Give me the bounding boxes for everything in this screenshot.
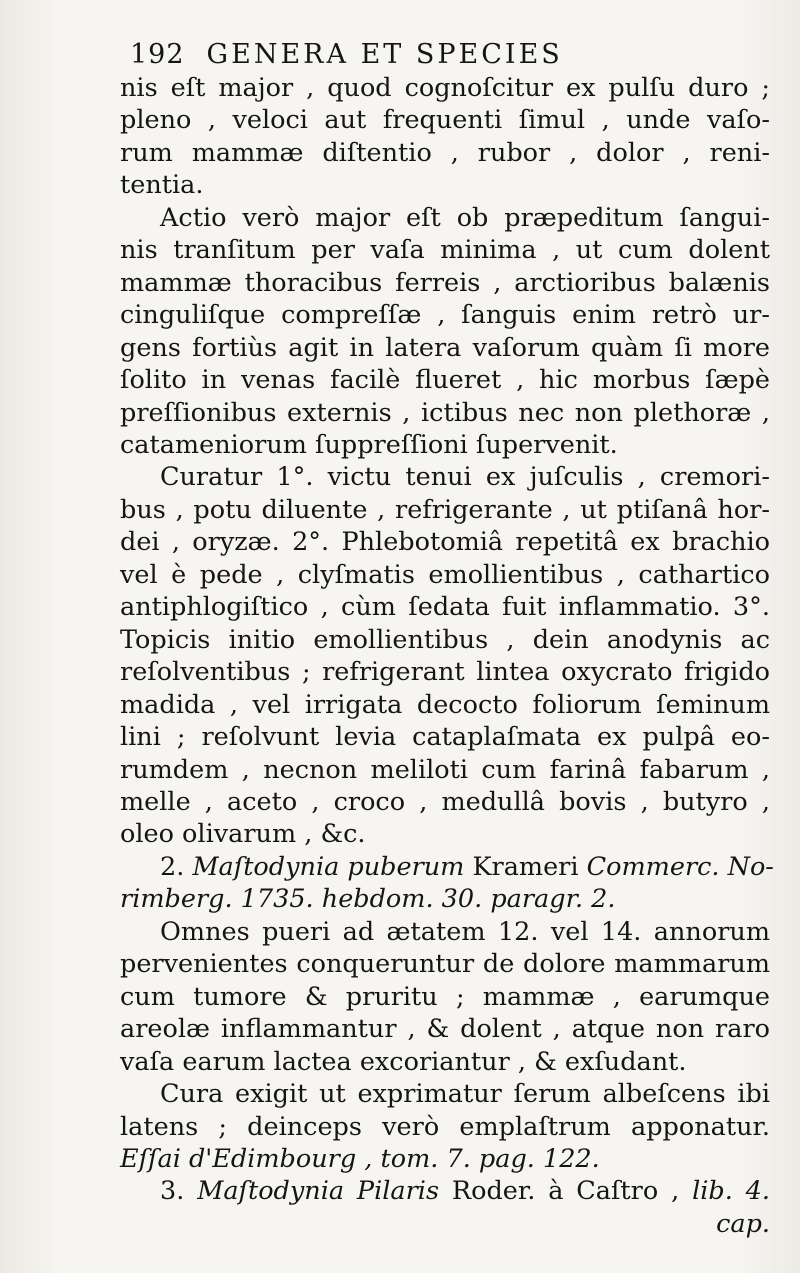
text-segment: preſſionibus externis , ictibus nec non plethoræ , (120, 397, 770, 428)
text-segment: cinguliſque compreſſæ , ſanguis enim retrò ur- (120, 300, 770, 331)
italic-text-segment: lib. 4. (692, 1176, 770, 1207)
text-segment: ſolito in venas facilè flueret , hic morbus ſæpè (120, 365, 770, 396)
text-line (120, 397, 770, 429)
text-segment: lini ; reſolvunt levia cataplaſmata ex pulpâ eo- (120, 722, 770, 753)
text-segment: Curatur 1°. victu tenui ex juſculis , cremori- (160, 462, 770, 493)
text-segment: pervenientes conqueruntur de dolore mammarum (120, 949, 770, 980)
text-line (120, 1143, 770, 1175)
text-segment: Cura exigit ut exprimatur ſerum albeſcens ibi (160, 1079, 770, 1110)
text-segment: dei , oryzæ. 2°. Phlebotomiâ repetitâ ex brachio (120, 527, 770, 558)
text-segment: latens ; deinceps verò emplaſtrum apponatur. (120, 1111, 770, 1142)
text-segment: Roder. à Caſtro , (439, 1176, 693, 1207)
page-number: 192 (130, 39, 185, 70)
text-segment: nis tranſitum per vaſa minima , ut cum dolent (120, 235, 770, 266)
italic-text-segment: cap. (716, 1208, 770, 1239)
text-line (120, 1013, 770, 1045)
text-line (120, 689, 770, 721)
text-segment: pleno , veloci aut frequenti ſimul , unde vaſo- (120, 105, 770, 136)
running-header (130, 38, 563, 72)
text-segment: melle , aceto , croco , medullâ bovis , butyro , (120, 786, 770, 817)
text-segment: oleo olivarum , &c. (120, 819, 366, 850)
text-line (120, 656, 770, 688)
text-line (120, 526, 770, 558)
text-segment: catameniorum ſuppreſſioni ſupervenit. (120, 429, 618, 460)
text-segment: tentia. (120, 170, 204, 201)
text-segment: reſolventibus ; refrigerant lintea oxycrato frigido (120, 657, 770, 688)
text-segment: nis eſt major , quod cognoſcitur ex pulſu duro ; (120, 73, 770, 103)
text-segment: Omnes pueri ad ætatem 12. vel 14. annorum (160, 916, 770, 947)
text-segment: areolæ inflammantur , & dolent , atque non raro (120, 1014, 770, 1045)
text-segment: gens fortiùs agit in latera vaſorum quàm ſi more (120, 332, 770, 363)
text-line (120, 754, 770, 786)
text-segment: Topicis initio emollientibus , dein anodynis ac (120, 624, 770, 655)
running-title: GENERA ET SPECIES (206, 39, 563, 70)
text-segment: rumdem , necnon meliloti cum farinâ fabarum , (120, 754, 770, 785)
text-segment: madida , vel irrigata decocto foliorum ſeminum (120, 689, 770, 720)
text-segment: bus , potu diluente , refrigerante , ut ptiſanâ hor- (120, 494, 770, 525)
text-line (120, 1078, 770, 1110)
text-segment: 2. (160, 851, 193, 882)
text-segment: Actio verò major eſt ob præpeditum ſangui- (160, 202, 770, 233)
text-line (120, 429, 770, 461)
text-line (120, 104, 770, 136)
text-line (120, 786, 770, 818)
text-line (120, 494, 770, 526)
italic-text-segment: Maſtodynia Pilaris (197, 1176, 440, 1207)
body-text (120, 72, 774, 1240)
text-line (120, 624, 770, 656)
text-line (120, 364, 770, 396)
text-line (120, 299, 770, 331)
text-line (120, 169, 770, 201)
text-line (120, 267, 770, 299)
text-line (120, 883, 770, 915)
text-line (120, 1046, 770, 1078)
text-line (120, 137, 770, 169)
text-segment: Krameri (464, 851, 587, 882)
text-segment: cum tumore & pruritu ; mammæ , earumque (120, 981, 770, 1012)
italic-text-segment: Maſtodynia puberum (192, 851, 465, 882)
text-line (120, 948, 770, 980)
text-line (120, 332, 770, 364)
text-segment: mammæ thoracibus ferreis , arctioribus balænis (120, 267, 770, 298)
text-line (120, 1175, 770, 1207)
text-segment: rum mammæ diſtentio , rubor , dolor , reni- (120, 137, 770, 168)
text-line (120, 72, 770, 104)
text-segment: vel è pede , clyſmatis emollientibus , cathartico (120, 559, 770, 590)
text-line (120, 202, 770, 234)
text-line (120, 916, 770, 948)
text-line (120, 461, 770, 493)
text-line (120, 591, 770, 623)
text-line (120, 981, 770, 1013)
text-line (120, 1208, 770, 1240)
text-line (120, 234, 770, 266)
text-line (120, 1111, 770, 1143)
text-segment: antiphlogiſtico , cùm ſedata fuit inflammatio. 3°. (120, 592, 770, 623)
text-segment: 3. (160, 1176, 198, 1207)
italic-text-segment: Eſſai d'Edimbourg , tom. 7. pag. 122. (120, 1143, 600, 1174)
text-line (120, 851, 774, 883)
text-line (120, 721, 770, 753)
text-segment: vaſa earum lactea excoriantur , & exſudant. (120, 1046, 687, 1077)
italic-text-segment: rimberg. 1735. hebdom. 30. paragr. 2. (120, 884, 616, 915)
text-line (120, 559, 770, 591)
italic-text-segment: Commerc. No- (586, 851, 774, 882)
text-line (120, 818, 770, 850)
